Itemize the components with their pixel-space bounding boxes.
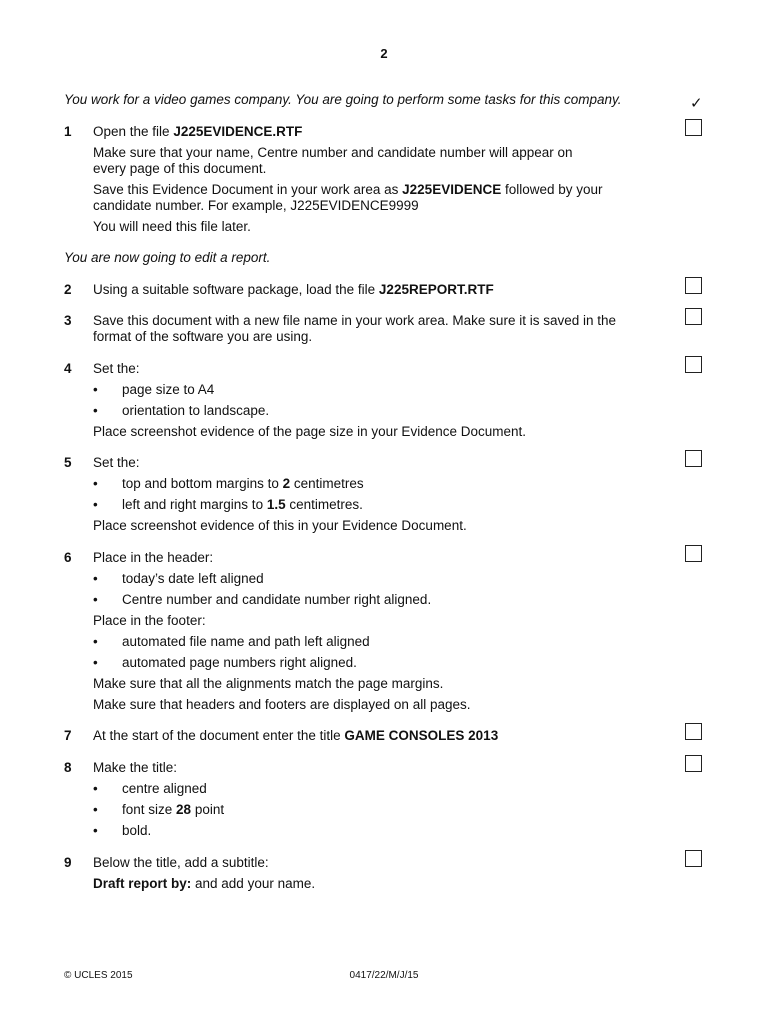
checkbox-q7[interactable] bbox=[685, 723, 702, 740]
bullet: • bbox=[93, 823, 98, 838]
question-text: Place in the footer: bbox=[93, 613, 206, 628]
list-item bbox=[93, 592, 664, 608]
bullet: • bbox=[93, 592, 98, 607]
list-item-text: bold. bbox=[122, 823, 152, 838]
list-item bbox=[93, 655, 664, 671]
bullet: • bbox=[93, 634, 98, 649]
question-text: Using a suitable software package, load the file bbox=[93, 282, 379, 297]
list-item bbox=[93, 403, 664, 419]
title-text: GAME CONSOLES 2013 bbox=[344, 728, 499, 743]
checkbox-q6[interactable] bbox=[685, 545, 702, 562]
list-item-text: automated file name and path left aligned bbox=[122, 634, 370, 649]
question-text: At the start of the document enter the title bbox=[93, 728, 345, 743]
question-number: 1 bbox=[64, 124, 72, 139]
list-item-text: automated page numbers right aligned. bbox=[122, 655, 357, 670]
bullet: • bbox=[93, 655, 98, 670]
checkbox-q3[interactable] bbox=[685, 308, 702, 325]
question-text: Make sure that all the alignments match the page margins. bbox=[93, 676, 444, 691]
bullet: • bbox=[93, 476, 98, 491]
list-item bbox=[93, 802, 664, 818]
question-number: 9 bbox=[64, 855, 72, 870]
question-text: Place screenshot evidence of this in your Evidence Document. bbox=[93, 518, 467, 533]
paper-code: 0417/22/M/J/15 bbox=[349, 970, 419, 981]
list-item-text: Centre number and candidate number right aligned. bbox=[122, 592, 432, 607]
question-number: 7 bbox=[64, 728, 72, 743]
checkbox-q9[interactable] bbox=[685, 850, 702, 867]
question-text: Make sure that your name, Centre number and candidate number will appear on bbox=[93, 145, 573, 160]
bullet: • bbox=[93, 382, 98, 397]
question-8 bbox=[64, 760, 664, 839]
file-name: J225EVIDENCE.RTF bbox=[173, 124, 303, 139]
list-item-text: page size to A4 bbox=[122, 382, 215, 397]
bullet: • bbox=[93, 497, 98, 512]
question-text: every page of this document. bbox=[93, 161, 267, 176]
question-number: 2 bbox=[64, 282, 72, 297]
checkbox-q5[interactable] bbox=[685, 450, 702, 467]
file-name: J225REPORT.RTF bbox=[378, 282, 494, 297]
question-number: 6 bbox=[64, 550, 72, 565]
question-3 bbox=[64, 313, 684, 345]
question-number: 8 bbox=[64, 760, 72, 775]
bullet: • bbox=[93, 571, 98, 586]
question-text: Place in the header: bbox=[93, 550, 214, 565]
list-item-text: point bbox=[191, 802, 225, 817]
file-name: J225EVIDENCE bbox=[402, 182, 502, 197]
question-text: Save this document with a new file name in your work area. Make sure it is saved in the bbox=[93, 313, 616, 328]
list-item-text: font size bbox=[122, 802, 177, 817]
list-item-text: today’s date left aligned bbox=[122, 571, 264, 586]
question-number: 4 bbox=[64, 361, 72, 376]
edit-note: You are now going to edit a report. bbox=[64, 250, 271, 265]
checkbox-q4[interactable] bbox=[685, 356, 702, 373]
intro-text: You work for a video games company. You are going to perform some tasks for this company. bbox=[64, 92, 622, 107]
bullet: • bbox=[93, 403, 98, 418]
list-item-text: left and right margins to bbox=[122, 497, 267, 512]
copyright: © UCLES 2015 bbox=[64, 970, 133, 981]
subtitle-label: Draft report by: bbox=[93, 876, 192, 891]
value: 2 bbox=[282, 476, 291, 491]
question-text: Save this Evidence Document in your work area as bbox=[93, 182, 403, 197]
value: 28 bbox=[176, 802, 192, 817]
list-item bbox=[93, 634, 664, 650]
question-9 bbox=[64, 855, 664, 892]
question-2 bbox=[64, 282, 664, 298]
question-text: Below the title, add a subtitle: bbox=[93, 855, 269, 870]
question-6 bbox=[64, 550, 664, 713]
list-item bbox=[93, 823, 664, 839]
question-7 bbox=[64, 728, 664, 744]
bullet: • bbox=[93, 781, 98, 796]
list-item bbox=[93, 497, 664, 513]
list-item bbox=[93, 571, 664, 587]
question-text: format of the software you are using. bbox=[93, 329, 313, 344]
question-text: Set the: bbox=[93, 361, 140, 376]
list-item bbox=[93, 781, 664, 797]
list-item bbox=[93, 382, 664, 398]
value: 1.5 bbox=[266, 497, 286, 512]
question-4 bbox=[64, 361, 664, 440]
question-number: 5 bbox=[64, 455, 72, 470]
question-text: followed by your bbox=[501, 182, 603, 197]
question-text: You will need this file later. bbox=[93, 219, 251, 234]
question-5 bbox=[64, 455, 664, 534]
list-item-text: centimetres bbox=[290, 476, 364, 491]
question-text: Make sure that headers and footers are displayed on all pages. bbox=[93, 697, 471, 712]
question-text: and add your name. bbox=[191, 876, 316, 891]
question-number: 3 bbox=[64, 313, 72, 328]
checkbox-q2[interactable] bbox=[685, 277, 702, 294]
question-text: Open the file bbox=[93, 124, 174, 139]
list-item-text: centimetres. bbox=[285, 497, 363, 512]
question-text: Place screenshot evidence of the page size in your Evidence Document. bbox=[93, 424, 527, 439]
bullet: • bbox=[93, 802, 98, 817]
list-item-text: top and bottom margins to bbox=[122, 476, 283, 491]
question-text: candidate number. For example, J225EVIDENCE9999 bbox=[93, 198, 419, 213]
question-text: Make the title: bbox=[93, 760, 178, 775]
list-item bbox=[93, 476, 664, 492]
checkbox-q8[interactable] bbox=[685, 755, 702, 772]
checkbox-q1[interactable] bbox=[685, 119, 702, 136]
check-mark-icon: ✓ bbox=[690, 95, 703, 112]
page-number: 2 bbox=[380, 46, 388, 61]
list-item-text: orientation to landscape. bbox=[122, 403, 270, 418]
question-text: Set the: bbox=[93, 455, 140, 470]
list-item-text: centre aligned bbox=[122, 781, 207, 796]
question-1 bbox=[64, 124, 664, 235]
